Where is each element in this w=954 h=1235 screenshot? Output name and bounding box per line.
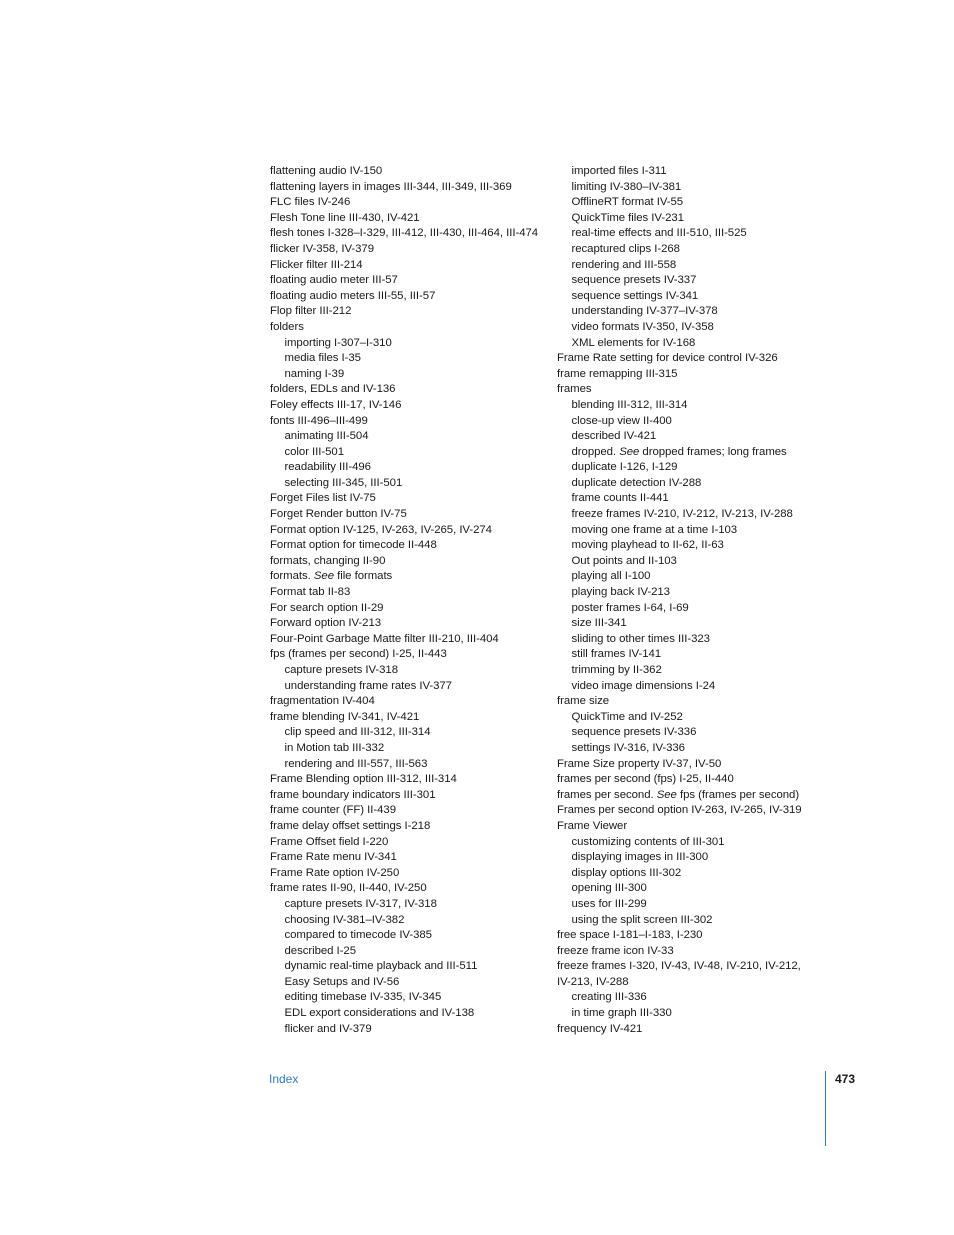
index-entry: Flop filter III-212	[270, 305, 352, 318]
index-subentry: sliding to other times III-323	[571, 632, 710, 645]
index-subentry: Out points and II-103	[571, 554, 677, 567]
index-entry: flattening audio IV-150	[270, 165, 383, 177]
index-subentry: sequence presets IV-336	[571, 726, 697, 739]
index-subentry: importing I-307–I-310	[284, 336, 392, 349]
index-subentry: limiting IV-380–IV-381	[571, 180, 682, 193]
index-subentry: settings IV-316, IV-336	[571, 741, 685, 754]
index-subentry: recaptured clips I-268	[571, 242, 680, 255]
index-subentry: display options III-302	[571, 866, 682, 879]
index-entry: Frame Viewer	[557, 819, 628, 832]
index-entry: Frame Rate menu IV-341	[270, 851, 397, 864]
index-subentry: uses for III-299	[571, 897, 647, 910]
index-subentry: dynamic real-time playback and III-511	[284, 960, 478, 973]
index-subentry: displaying images in III-300	[571, 851, 709, 864]
index-entry: floating audio meters III-55, III-57	[270, 289, 436, 302]
index-subentry: in time graph III-330	[571, 1007, 672, 1020]
index-subentry: Easy Setups and IV-56	[284, 975, 400, 988]
index-entry: folders	[270, 320, 304, 333]
index-subentry: still frames IV-141	[571, 648, 662, 661]
index-entry: For search option II-29	[270, 601, 384, 614]
index-subentry: creating III-336	[571, 991, 647, 1004]
index-entry: frequency IV-421	[557, 1022, 643, 1035]
index-subentry: moving playhead to II-62, II-63	[571, 539, 724, 552]
index-entry: fps (frames per second) I-25, II-443	[270, 648, 447, 661]
index-subentry: using the split screen III-302	[571, 913, 713, 926]
index-entry: Frames per second option IV-263, IV-265, IV-319	[557, 804, 802, 817]
index-subentry: sequence settings IV-341	[571, 289, 699, 302]
index-subentry: QuickTime and IV-252	[571, 710, 683, 723]
index-entry: Flesh Tone line III-430, IV-421	[270, 211, 420, 224]
index-subentry: poster frames I-64, I-69	[571, 601, 689, 614]
index-subentry: real-time effects and III-510, III-525	[571, 227, 747, 240]
index-subentry: duplicate I-126, I-129	[571, 461, 678, 474]
index-subentry: naming I-39	[284, 367, 345, 380]
index-entry: Forget Render button IV-75	[270, 508, 407, 521]
index-subentry: size III-341	[571, 617, 627, 630]
index-subentry: opening III-300	[571, 882, 647, 895]
index-entry: folders, EDLs and IV-136	[270, 383, 396, 396]
index-entry: frame counter (FF) II-439	[270, 804, 396, 817]
index-subentry: frame counts II-441	[571, 492, 669, 505]
index-subentry: moving one frame at a time I-103	[571, 523, 738, 536]
index-entry: frame size	[557, 695, 610, 708]
footer-divider	[825, 1071, 826, 1146]
index-subentry: QuickTime files IV-231	[571, 211, 684, 224]
index-subentry: compared to timecode IV-385	[284, 929, 432, 942]
index-entry: FLC files IV-246	[270, 196, 351, 209]
index-subentry: clip speed and III-312, III-314	[284, 726, 431, 739]
index-subentry: video image dimensions I-24	[571, 679, 716, 692]
index-entry: flesh tones I-328–I-329, III-412, III-430, III-464, III-474	[270, 227, 539, 240]
index-subentry: customizing contents of III-301	[571, 835, 725, 848]
index-subentry: imported files I-311	[571, 165, 667, 177]
index-entry: freeze frames I-320, IV-43, IV-48, IV-210, IV-212,	[557, 960, 801, 973]
index-entry: Frame Rate setting for device control IV-326	[557, 352, 778, 365]
index-subentry: duplicate detection IV-288	[571, 476, 702, 489]
index-entry: frames per second. See fps (frames per second)	[557, 788, 800, 801]
index-subentry: understanding IV-377–IV-378	[571, 305, 718, 318]
index-entry: floating audio meter III-57	[270, 274, 398, 287]
index-subentry: sequence presets IV-337	[571, 274, 697, 287]
index-subentry: trimming by II-362	[571, 664, 662, 676]
index-subentry: selecting III-345, III-501	[284, 476, 403, 489]
index-entry: Frame Offset field I-220	[270, 835, 389, 848]
index-entry: flicker IV-358, IV-379	[270, 242, 375, 255]
index-subentry: rendering and III-558	[571, 258, 677, 271]
index-entry: fragmentation IV-404	[270, 695, 375, 708]
index-subentry: color III-501	[284, 445, 344, 458]
index-subentry: media files I-35	[284, 352, 361, 365]
index-subentry: EDL export considerations and IV-138	[284, 1007, 475, 1020]
index-entry: frame rates II-90, II-440, IV-250	[270, 882, 427, 895]
index-subentry: flicker and IV-379	[284, 1022, 372, 1035]
index-subentry: described I-25	[284, 944, 356, 957]
index-entry: Frame Blending option III-312, III-314	[270, 773, 457, 786]
page-number: 473	[835, 1072, 856, 1086]
index-subentry: editing timebase IV-335, IV-345	[284, 991, 442, 1004]
index-entry: Format tab II-83	[270, 586, 351, 599]
index-column-left	[270, 164, 555, 1037]
index-entry: fonts III-496–III-499	[270, 414, 368, 427]
index-subentry: choosing IV-381–IV-382	[284, 913, 405, 926]
index-entry: Foley effects III-17, IV-146	[270, 398, 402, 411]
index-subentry: capture presets IV-317, IV-318	[284, 897, 437, 910]
index-entry: freeze frame icon IV-33	[557, 944, 674, 957]
index-subentry: playing back IV-213	[571, 586, 670, 599]
index-subentry: video formats IV-350, IV-358	[571, 320, 714, 333]
index-subentry: rendering and III-557, III-563	[284, 757, 428, 770]
index-entry: formats. See file formats	[270, 570, 393, 583]
index-entry: Frame Rate option IV-250	[270, 866, 400, 879]
index-subentry: animating III-504	[284, 430, 369, 443]
index-subentry: described IV-421	[571, 430, 657, 443]
index-entry: Four-Point Garbage Matte filter III-210, III-404	[270, 632, 499, 645]
index-subentry: close-up view II-400	[571, 414, 672, 427]
index-entry: frame remapping III-315	[557, 367, 678, 380]
index-entry: frames	[557, 383, 592, 396]
index-entry: Format option for timecode II-448	[270, 539, 437, 552]
index-entry: Forward option IV-213	[270, 617, 382, 630]
index-entry: frame boundary indicators III-301	[270, 788, 436, 801]
index-entry: free space I-181–I-183, I-230	[557, 929, 703, 942]
index-subentry: readability III-496	[284, 461, 371, 474]
index-subentry: capture presets IV-318	[284, 664, 399, 676]
index-entry: Format option IV-125, IV-263, IV-265, IV-274	[270, 523, 492, 536]
index-subentry: in Motion tab III-332	[284, 741, 385, 754]
index-column-right	[557, 164, 842, 1037]
index-subentry: playing all I-100	[571, 570, 651, 583]
footer-section-label: Index	[269, 1072, 299, 1086]
index-entry: IV-213, IV-288	[557, 975, 629, 988]
index-entry: Forget Files list IV-75	[270, 492, 376, 505]
index-entry: Frame Size property IV-37, IV-50	[557, 757, 722, 770]
index-subentry: understanding frame rates IV-377	[284, 679, 452, 692]
index-subentry: blending III-312, III-314	[571, 398, 688, 411]
index-entry: frame blending IV-341, IV-421	[270, 710, 420, 723]
index-subentry: freeze frames IV-210, IV-212, IV-213, IV-288	[571, 508, 793, 521]
index-subentry: OfflineRT format IV-55	[571, 196, 684, 209]
index-entry: flattening layers in images III-344, III-349, III-369	[270, 180, 512, 193]
index-entry: formats, changing II-90	[270, 554, 386, 567]
index-subentry: dropped. See dropped frames; long frames	[571, 445, 787, 458]
index-entry: frames per second (fps) I-25, II-440	[557, 773, 734, 786]
index-entry: Flicker filter III-214	[270, 258, 363, 271]
index-entry: frame delay offset settings I-218	[270, 819, 431, 832]
index-subentry: XML elements for IV-168	[571, 336, 696, 349]
